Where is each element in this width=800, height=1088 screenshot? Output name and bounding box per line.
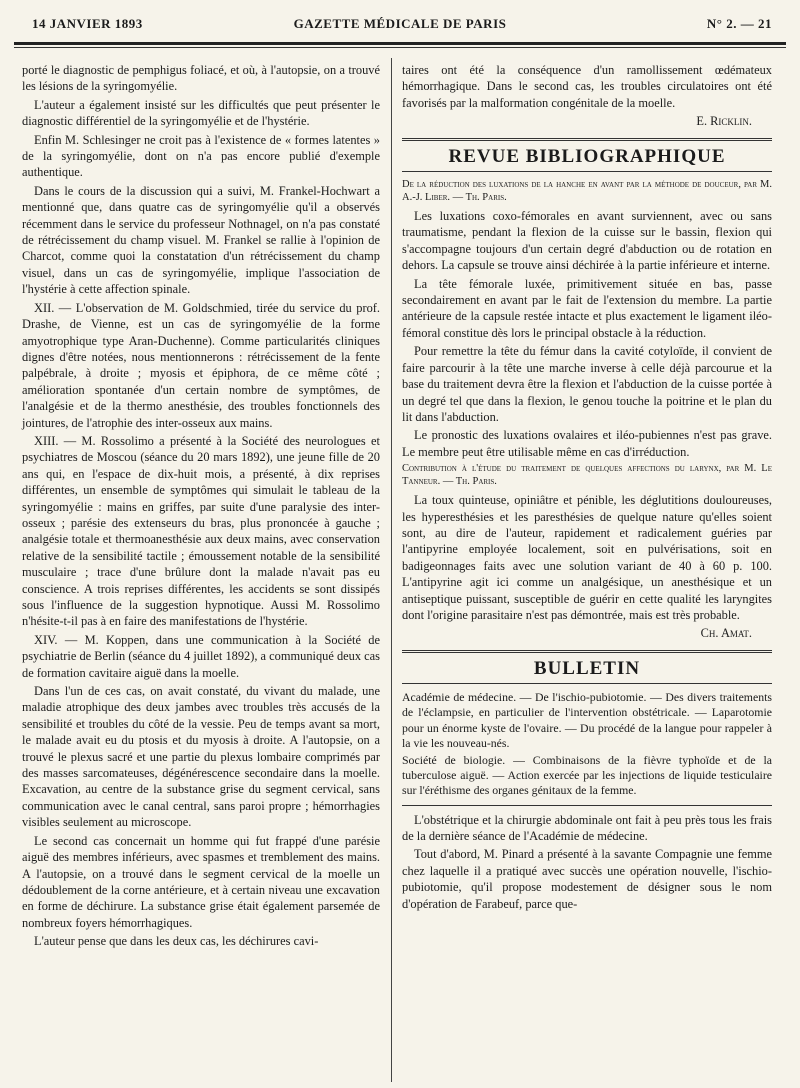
paragraph: La toux quinteuse, opiniâtre et pénible, les déglutitions douloureuses, les hyperesthésies et les paresthésies de quelque nature qu'elles soient sont, au dire de l'auteur, rapidement et radicalement guéries par l'antipyrine employée localement, soit en pulvérisations, soit en badigeonnages faits avec une solution variant de 40 à 60 p. 100. L'antipyrine agit ici comme un analgésique, un anesthésique et un antiseptique puissant, susceptible de guérir en cette qualité les laryngites dont l'origine parasitaire n'est pas démontrée, mais est très probable. <box>402 493 772 622</box>
paragraph: Enfin M. Schlesinger ne croit pas à l'existence de « formes latentes » de la syringomyélie, dont on n'a pas encore publié d'exemple authentique. <box>22 132 380 180</box>
section-rule-thin <box>402 683 772 684</box>
paragraph: XII. — L'observation de M. Goldschmied, tirée du service du prof. Drashe, de Vienne, est un cas de syringomyélie de la forme amyotrophique type Aran-Duchenne). Comme particularités cliniques dignes d'être notées, nous mentionnerons : rétrécissement de la fente palpébrale, à droite ; myosis et épiphora, de ce même côté ; amélioration spontanée d'un certain nombre de symptômes, de l'analgésie et de la thermo anesthésie, des troubles fonctionnels des jointures, de l'atrophie des inter-osseux aux mains. <box>22 300 380 430</box>
paragraph: Dans le cours de la discussion qui a suivi, M. Frankel-Hochwart a mentionné que, dans quatre cas de syringomyélie qu'il a observés récemment dans le service du professeur Nothnagel, on n'a pas constaté de rétrécissement du champ visuel. M. Frankel se rallie à l'opinion de Charcot, comme quoi la constatation d'un rétrécissement du champ visuel, dans un cas de syringomyélie, implique l'association de l'hystérie à cette affection spinale. <box>22 183 380 297</box>
header-date: 14 JANVIER 1893 <box>32 16 143 31</box>
review-heading: De la réduction des luxations de la hanche en avant par la méthode de douceur, par M. A.-J. Liber. — Th. Paris. <box>402 179 772 204</box>
right-column <box>402 62 772 914</box>
bulletin-summary: Académie de médecine. — De l'ischio-pubiotomie. — Des divers traitements de l'éclampsie, en particulier de l'intervention obstétricale. — Laparotomie pour un énorme kyste de l'ovaire. — Du procédé de la langue pour rappeler à la vie les nouveau-nés. <box>402 690 772 750</box>
section-rule-thin <box>402 171 772 172</box>
bulletin-summary: Société de biologie. — Combinaisons de la fièvre typhoïde et de la tuberculose aiguë. — Action exercée par les injections de liquide testiculaire sur l'éréthisme des organes génitaux de la femme. <box>402 753 772 798</box>
section-rule-thin <box>402 805 772 806</box>
paragraph: Le second cas concernait un homme qui fut frappé d'une parésie aiguë des membres inférieurs, avec spasmes et tremblement des mains. A l'autopsie, on a trouvé dans le segment cervical de la moelle un dédoublement de la corne antérieure, et à certain niveau une excavation en forme de déchirure. La substance grise était également parsemée de nombreux foyers hémorrhagiques. <box>22 833 380 930</box>
review-heading: Contribution à l'étude du traitement de quelques affections du larynx, par M. Le Tanneur. — Th. Paris. <box>402 463 772 488</box>
paragraph: porté le diagnostic de pemphigus foliacé, et où, à l'autopsie, on a trouvé les lésions de la syringomyélie. <box>22 63 380 94</box>
paragraph: taires ont été la conséquence d'un ramollissement œdémateux hémorrhagique. Dans le second cas, les troubles circulatoires ont été favorisés par la malformation congénitale de la moelle. <box>402 63 772 110</box>
header-title: GAZETTE MÉDICALE DE PARIS <box>293 16 507 31</box>
paragraph: Tout d'abord, M. Pinard a présenté à la savante Compagnie une femme chez laquelle il a pratiqué avec succès une opération nouvelle, l'ischio-pubiotomie, qu'il propose modestement de désigner sous le nom d'opération de Farabeuf, parce que- <box>402 847 772 911</box>
section-title-bulletin: BULLETIN <box>533 657 641 679</box>
section-rule <box>402 650 772 653</box>
header-page-number: N° 2. — 21 <box>706 16 772 31</box>
paragraph: La tête fémorale luxée, primitivement située en bas, passe secondairement en avant par le fait de l'extension du membre. La partie antérieure de la capsule restée intacte et plus exactement le ligament iléo-fémoral constitue dès lors le principal obstacle à la réduction. <box>402 276 772 340</box>
paragraph: Le pronostic des luxations ovalaires et iléo-pubiennes n'est pas grave. Le membre peut être utilisable même en cas d'irréduction. <box>402 428 772 459</box>
paragraph: Les luxations coxo-fémorales en avant surviennent, avec ou sans traumatisme, pendant la flexion de la cuisse sur le bassin, flexion qui s'accompagne toujours d'un certain degré d'abduction ou de rotation en dehors. La capsule se trouve ainsi déchirée à la partie inférieure et interne. <box>402 209 772 273</box>
page-header <box>14 6 786 36</box>
section-title-revue: REVUE BIBLIOGRAPHIQUE <box>448 145 726 167</box>
section-rule <box>402 138 772 141</box>
paragraph: L'auteur pense que dans les deux cas, les déchirures cavi- <box>34 934 319 949</box>
paragraph: L'obstétrique et la chirurgie abdominale ont fait à peu près tous les frais de la dernière séance de l'Académie de médecine. <box>402 812 772 844</box>
column-divider <box>391 58 392 1082</box>
paragraph: Dans l'un de ces cas, on avait constaté, du vivant du malade, une maladie atrophique des deux jambes avec troubles très accusés de la sensibilité et troubles du côté de la vessie. Peu de temps avant sa mort, le malade avait eu du ptosis et du myosis à droite. A l'autopsie, on a trouvé le plexus sacré et une partie du plexus lombaire comprimés par des masses sarcomateuses, dégénérescence secondaire dans la moelle. Excavation, au centre de la substance grise du segment cervical, sans communication avec le canal central, sans paroi propre ; hémorrhagies visibles seulement au microscope. <box>22 684 380 830</box>
signature: Ch. Amat. <box>700 626 752 641</box>
paragraph: L'auteur a également insisté sur les difficultés que peut présenter le diagnostic différentiel de la syringomyélie et de l'hystérie. <box>22 97 380 129</box>
header-rule <box>14 42 786 45</box>
paragraph: XIII. — M. Rossolimo a présenté à la Société des neurologues et psychiatres de Moscou (séance du 20 mars 1892), une jeune fille de 20 ans qui, en l'espace de dix-huit mois, a présenté, à dix reprises différentes, un ensemble de symptômes qui simulait le tableau de la syringomyélie : mains en griffes, par suite d'une paralysie des inter-osseux ; parésie des extenseurs du bras, plus prononcée à gauche ; analgésie totale et thermoanesthésie aux deux mains, avec conservation relative de la sensibilité tactile ; émoussement notable de la sensibilité musculaire ; trace d'une brûlure dont la malade n'avait pas eu conscience. A trois reprises différentes, les accidents se sont dissipés sous l'influence de la suggestion hypnotique. Aussi M. Rossolimo n'hésite-t-il pas à en faire des manifestations de l'hystérie. <box>22 433 380 629</box>
paragraph: XIV. — M. Koppen, dans une communication à la Société de psychiatrie de Berlin (séance du 4 juillet 1892), a communiqué deux cas de formation cavitaire aiguë dans la moelle. <box>22 632 380 680</box>
left-column <box>22 62 380 952</box>
header-rule-thin <box>14 47 786 48</box>
signature: E. Ricklin. <box>696 114 752 129</box>
paragraph: Pour remettre la tête du fémur dans la cavité cotyloïde, il convient de faire parcourir à la tête une marche inverse à celle déjà parcourue et la base du traitement devra être la flexion et l'abduction de la cuisse portée à un degré tel que dans la flexion, le genou touche la poitrine et le plan du lit dans l'abduction. <box>402 344 772 424</box>
